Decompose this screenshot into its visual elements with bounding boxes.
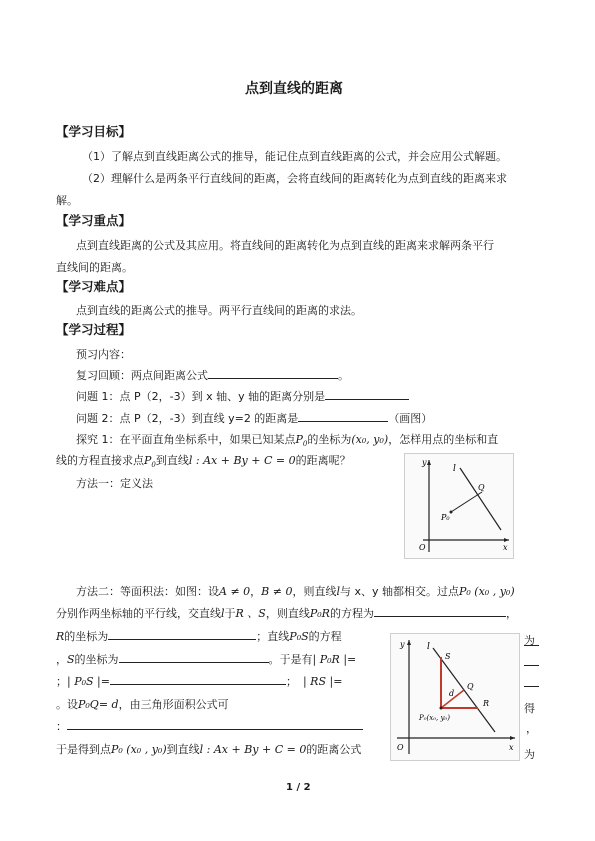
line-a-text-b: 于 [224,607,236,620]
explore2-line-eq: l : Ax + By + C = 0 [188,454,296,467]
line-c-text-a: ， [56,653,67,666]
line-g-text-b: 到直线 [166,743,200,756]
line-f-right: ， [526,722,537,735]
line-c-text-c: 。于是有 [268,653,313,666]
area-equation-blank[interactable] [67,718,363,730]
line-d-text-b: ； [285,675,297,688]
line-a-end: ， [505,607,517,620]
figure-2-label-y: y [400,640,405,649]
figure-2-label-p0: P₀(x₀, y₀) [419,714,450,722]
line-e-right: 得 [524,702,535,715]
difficult-line-1: 点到直线的距离公式的推导。两平行直线间的距离的求法。 [76,304,362,317]
key-line-1: 点到直线距离的公式及其应用。将直线间的距离转化为点到直线的距离来求解两条平行 [76,239,494,252]
line-e-d: = d [98,698,119,711]
line-c-abs: | P₀R |= [312,653,357,666]
question-1-blank[interactable] [325,388,409,400]
explore-p0: $P_0$ [295,433,308,449]
figure-1-y-arrow [427,460,431,465]
section-heading-goals: 【学习目标】 [56,124,132,139]
method-2-line-3 [56,628,342,644]
method2-text-c: 与 x、y 轴都相交。过点 [339,585,459,598]
s-coord-blank[interactable] [119,651,269,663]
line-f-text-a: ： [56,720,67,733]
explore-text-a: 探究 1：在平面直角坐标系中，如果已知某点 [76,433,296,446]
line-c-s: S [67,653,75,666]
section-heading-difficult: 【学习难点】 [56,279,132,294]
method2-text-a: 方法二：等面积法：如图：设 [76,585,219,598]
figure-2-label-o: O [397,743,404,752]
figure-1 [404,453,514,559]
figure-1-label-p0: P₀ [441,513,450,522]
line-b-text-a: 的坐标为 [64,630,109,643]
question-2-text: 问题 2：点 P（2，-3）到直线 y=2 的距离是 [76,412,299,425]
line-g-point: P₀ (x₀ , y₀) [111,743,167,756]
line-g-text-a: 于是得到点 [56,743,111,756]
line-a-text: 分别作两坐标轴的平行线，交直线 [56,607,221,620]
line-e-text-a: 。设 [56,698,78,711]
line-a-l: l [221,607,225,620]
figure-2-label-l: l [427,642,430,652]
method-2-line-6 [56,696,229,712]
preview-label: 预习内容： [76,348,131,361]
explore2-text-c: 的距离呢？ [295,454,351,467]
method-2-line-2 [56,605,517,621]
method2-point: P₀ (x₀ , y₀) [459,585,515,598]
method-2-line-7 [56,718,363,734]
line-b-r: R [56,630,65,643]
figure-2-label-d: d [449,689,455,698]
section-heading-process: 【学习过程】 [56,322,132,337]
figure-2-label-r: R [483,699,490,708]
method-2-line-4 [56,651,356,667]
right-blank-2[interactable] [524,665,539,666]
question-2 [76,410,432,426]
method2-cond-a: A ≠ 0 [219,585,251,598]
line-c-text-b: 的坐标为 [74,653,119,666]
line-d-rs: | RS |= [302,675,343,688]
review-line [76,367,349,383]
review-text: 复习回顾：两点间距离公式 [76,369,208,382]
question-1 [76,388,409,404]
explore-line-2 [56,452,351,469]
explore-line-1 [76,431,498,448]
line-a-rs: R 、S [235,607,266,620]
line-g-text-c: 的距离公式 [306,743,362,756]
figure-1-line-l [460,468,501,530]
figure-1-label-o: O [419,543,426,552]
figure-2-label-s: S [445,652,451,661]
right-blank-3[interactable] [524,686,539,687]
figure-1-label-q: Q [478,483,485,492]
method2-l: l [336,585,340,598]
line-b-p0s: P₀S [289,630,309,643]
explore2-p0: $P_0$ [144,454,156,470]
line-g-right: 为 [524,748,535,761]
method2-text-b: ，则直线 [292,585,337,598]
line-b-text-c: 的方程 [308,630,342,643]
explore2-text-a: 线的方程直接求点 [56,454,144,467]
figure-2-point-p0 [440,707,443,710]
figure-1-point-p0 [450,511,453,514]
review-end: 。 [338,369,349,382]
figure-2-y-arrow [407,640,411,645]
line-b-right: 为 [524,634,535,647]
line-g-line-eq: l : Ax + By + C = 0 [199,743,307,756]
question-2-blank[interactable] [298,410,388,422]
figure-1-graph [405,454,513,558]
method-2-line-1 [76,583,515,599]
explore-text-b: 的坐标为 [307,433,352,446]
right-blank-1[interactable] [524,645,539,646]
method2-sep: ， [250,585,262,598]
line-e-text-b: ，由三角形面积公式可 [118,698,229,711]
line-d-abs: | P₀S |= [67,675,110,688]
figure-2 [390,633,520,761]
method-2-line-8 [56,741,361,757]
figure-1-perpendicular [451,492,482,512]
method-1-label: 方法一：定义法 [76,477,153,490]
question-1-text: 问题 1：点 P（2，-3）到 x 轴、y 轴的距离分别是 [76,390,326,403]
line-d-text-a: ； [56,675,67,688]
explore-text-c: ，怎样用点的坐标和直 [388,433,499,446]
key-line-2: 直线间的距离。 [56,261,133,274]
r-coord-blank[interactable] [108,628,256,640]
figure-2-label-q: Q [467,682,474,691]
line-a-text-c: ，则直线 [265,607,310,620]
section-heading-key: 【学习重点】 [56,213,132,228]
line-e-pq: P₀Q [78,698,99,711]
goal-item-2-cont: 解。 [56,194,78,207]
line-b-text-b: ；直线 [256,630,290,643]
figure-1-x-arrow [504,538,509,542]
page-title: 点到直线的距离 [245,81,343,97]
review-blank[interactable] [208,367,338,379]
figure-1-label-l: l [453,464,456,474]
line-a-p0r: P₀R [309,607,330,620]
goal-item-1: （1）了解点到直线距离公式的推导，能记住点到直线距离的公式，并会应用公式解题。 [82,150,507,163]
method-2-line-5 [56,673,342,689]
figure-2-graph [391,634,519,760]
page-number: 1 / 2 [286,782,311,793]
explore2-text-b: 到直线 [155,454,189,467]
p0r-equation-blank[interactable] [374,605,506,617]
question-2-end: （画图） [388,412,433,425]
explore-coord: (x₀, y₀) [351,433,389,446]
figure-2-x-arrow [510,736,515,740]
goal-item-2: （2）理解什么是两条平行直线间的距离，会将直线间的距离转化为点到直线的距离来求 [82,172,507,185]
figure-2-label-x: x [509,743,514,752]
line-a-text-d: 的方程为 [329,607,374,620]
figure-1-label-y: y [422,458,427,467]
figure-1-label-x: x [503,543,508,552]
method2-cond-b: B ≠ 0 [261,585,293,598]
p0s-length-blank[interactable] [110,673,286,685]
